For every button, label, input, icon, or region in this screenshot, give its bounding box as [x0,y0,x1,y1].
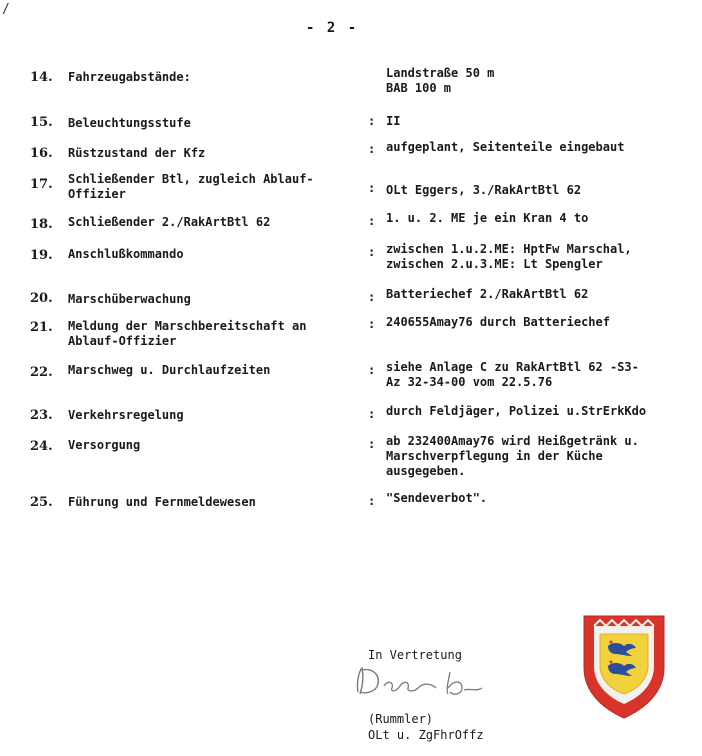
item-number: 25. [30,495,53,510]
item-colon: : [368,363,376,377]
item-number: 21. [30,320,53,335]
coat-of-arms-shield-icon [580,612,668,720]
item-label: Verkehrsregelung [68,408,184,422]
item-value-line: 240655Amay76 durch Batteriechef [386,315,610,329]
item-number: 17. [30,177,53,192]
item-colon: : [368,114,376,128]
item-value-line: "Sendeverbot". [386,491,488,505]
item-value-line: aufgeplant, Seitenteile eingebaut [386,140,625,154]
item-value-line: Marschverpflegung in der Küche [386,449,603,463]
signatory-rank: OLt u. ZgFhrOffz [368,728,484,742]
item-value-line: Az 32-34-00 vom 22.5.76 [386,375,553,389]
item-label: Anschlußkommando [68,247,184,261]
item-value-line: Landstraße 50 m [386,66,495,80]
item-number: 24. [30,439,53,454]
item-number: 19. [30,248,53,263]
item-label: Versorgung [68,438,141,452]
corner-mark: / [2,2,10,17]
handwritten-signature [350,662,490,702]
item-label: Marschweg u. Durchlaufzeiten [68,363,271,377]
item-colon: : [368,214,376,228]
item-number: 23. [30,408,53,423]
item-number: 15. [30,115,53,130]
item-label: Schließender Btl, zugleich Ablauf-Offizier [68,172,314,201]
item-value-line: siehe Anlage C zu RakArtBtl 62 -S3- [386,360,639,374]
item-colon: : [368,290,376,304]
item-number: 14. [30,70,53,85]
item-number: 22. [30,365,53,380]
item-value-line: zwischen 2.u.3.ME: Lt Spengler [386,257,603,271]
item-colon: : [368,407,376,421]
item-value-line: ab 232400Amay76 wird Heißgetränk u. [386,434,639,448]
item-label: Führung und Fernmeldewesen [68,495,256,509]
item-value-line: durch Feldjäger, Polizei u.StrErkKdo [386,404,647,418]
signatory-name: (Rummler) [368,712,434,726]
in-vertretung-label: In Vertretung [368,648,462,662]
item-label: Schließender 2./RakArtBtl 62 [68,215,271,229]
item-colon: : [368,494,376,508]
page-number: - 2 - [306,20,359,36]
item-colon: : [368,142,376,156]
item-value-line: ausgegeben. [386,464,466,478]
item-number: 20. [30,291,53,306]
item-value-line: zwischen 1.u.2.ME: HptFw Marschal, [386,242,632,256]
item-colon: : [368,437,376,451]
item-label: Rüstzustand der Kfz [68,146,206,160]
item-value-line: II [386,114,401,128]
item-colon: : [368,245,376,259]
item-number: 16. [30,146,53,161]
item-value-line: OLt Eggers, 3./RakArtBtl 62 [386,183,582,197]
item-colon: : [368,317,376,331]
item-label: Beleuchtungsstufe [68,116,191,130]
item-label: Fahrzeugabstände: [68,70,191,84]
item-value-line: BAB 100 m [386,81,452,95]
item-number: 18. [30,217,53,232]
item-colon: : [368,181,376,195]
item-value-line: 1. u. 2. ME je ein Kran 4 to [386,211,589,225]
item-value-line: Batteriechef 2./RakArtBtl 62 [386,287,589,301]
item-label: Meldung der Marschbereitschaft an Ablauf-Offizier [68,319,307,348]
item-label: Marschüberwachung [68,292,191,306]
